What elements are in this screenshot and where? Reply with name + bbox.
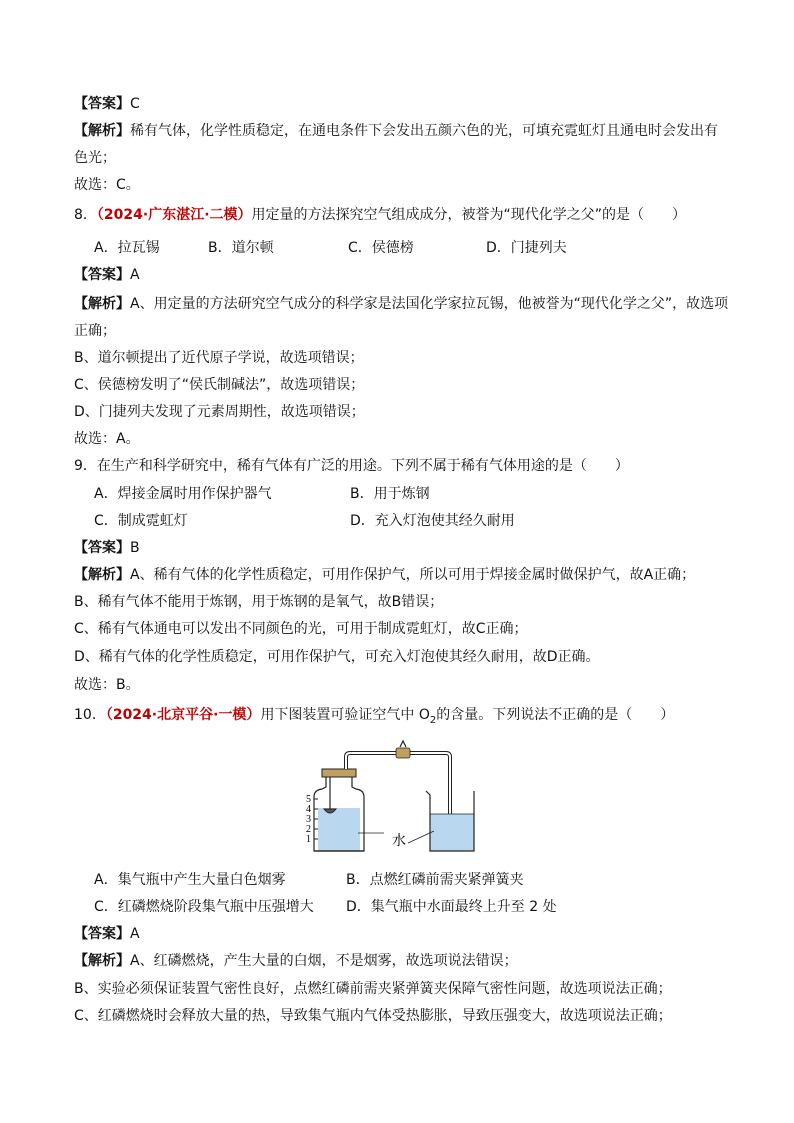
- answer-tag: 【答案】: [74, 96, 130, 112]
- bottle-water: [318, 808, 360, 851]
- q8-source: （2024·广东湛江·二模）: [96, 207, 252, 223]
- q9-analysis-c: C、稀有气体通电可以发出不同颜色的光，可用于制成霓虹灯，故C正确；: [74, 621, 528, 637]
- analysis-tag: 【解析】: [74, 123, 130, 139]
- scale-mark-5: 5: [306, 794, 311, 805]
- q10-source: （2024·北京平谷·一模）: [105, 707, 261, 723]
- q8-stem: [74, 205, 686, 225]
- q10-analysis-b: B、实验必须保证装置气密性良好，点燃红磷前需夹紧弹簧夹保障气密性问题，故选项说法正确；: [74, 981, 672, 997]
- q8-analysis-text1: A、用定量的方法研究空气成分的科学家是法国化学家拉瓦锡，他被誉为“现代化学之父”，故选项: [130, 296, 729, 312]
- q10-analysis-text1: A、红磷燃烧，产生大量的白烟，不是烟雾，故选项说法错误；: [130, 953, 518, 969]
- q10-answer-line: [74, 924, 140, 944]
- q10-stem-sub: 2: [429, 714, 437, 726]
- analysis-tag: 【解析】: [74, 296, 130, 312]
- q9-analysis-d: D、稀有气体的化学性质稳定，可用作保护气，可充入灯泡使其经久耐用，故D正确。: [74, 649, 600, 665]
- scale-mark-3: 3: [306, 814, 311, 825]
- scale-mark-2: 2: [306, 824, 311, 835]
- q10-stem-post: 的含量。下列说法不正确的是（ ）: [436, 707, 675, 723]
- collecting-bottle: [306, 769, 364, 851]
- q9-analysis-b: B、稀有气体不能用于炼钢，用于炼钢的是氧气，故B错误；: [74, 594, 444, 610]
- answer-tag: 【答案】: [74, 267, 130, 283]
- q9-option-d: D．充入灯泡使其经久耐用: [350, 513, 515, 529]
- q9-stem: 9．在生产和科学研究中，稀有气体有广泛的用途。下列不属于稀有气体用途的是（ ）: [74, 458, 629, 474]
- answer-tag: 【答案】: [74, 540, 130, 556]
- q10-answer: A: [130, 926, 140, 942]
- scale-mark-1: 1: [306, 834, 311, 845]
- scale-mark-4: 4: [306, 804, 311, 815]
- q7-analysis-line1: [74, 121, 718, 141]
- q10-analysis-line1: [74, 951, 518, 971]
- q9-choose: 故选：B。: [74, 677, 140, 693]
- q8-option-d: D．门捷列夫: [486, 240, 567, 256]
- q7-analysis-line2: 色光；: [74, 150, 116, 166]
- q9-analysis-line1: [74, 565, 695, 585]
- q8-answer-line: [74, 265, 140, 285]
- rubber-stopper: [322, 769, 356, 777]
- beaker-water: [430, 814, 474, 851]
- q9-analysis-text1: A、稀有气体的化学性质稳定，可用作保护气，所以可用于焊接金属时做保护气，故A正确；: [130, 567, 696, 583]
- q7-answer: C: [130, 96, 140, 112]
- q8-analysis-b: B、道尔顿提出了近代原子学说，故选项错误；: [74, 350, 364, 366]
- q8-analysis-d: D、门捷列夫发现了元素周期性，故选项错误；: [74, 404, 365, 420]
- q8-choose: 故选：A。: [74, 431, 140, 447]
- q9-option-b: B．用于炼钢: [350, 486, 430, 502]
- analysis-tag: 【解析】: [74, 567, 130, 583]
- q8-stem-text: 用定量的方法探究空气组成成分，被誉为“现代化学之父”的是（ ）: [251, 207, 687, 223]
- q10-option-b: B．点燃红磷前需夹紧弹簧夹: [346, 872, 524, 888]
- q8-analysis-line1: [74, 294, 728, 314]
- q8-analysis-c: C、侯德榜发明了“侯氏制碱法”，故选项错误；: [74, 377, 365, 393]
- q8-analysis-line2: 正确；: [74, 323, 116, 339]
- spring-clip: [396, 741, 410, 758]
- q10-stem-pre: 用下图装置可验证空气中 O: [260, 707, 430, 723]
- q8-option-c: C．侯德榜: [348, 240, 414, 256]
- q8-option-a: A．拉瓦锡: [94, 240, 160, 256]
- q9-option-a: A．焊接金属时用作保护器气: [94, 486, 272, 502]
- q10-option-d: D．集气瓶中水面最终上升至 2 处: [346, 899, 557, 915]
- q9-answer: B: [130, 540, 140, 556]
- q10-option-a: A．集气瓶中产生大量白色烟雾: [94, 872, 286, 888]
- q8-answer: A: [130, 267, 140, 283]
- q7-choose: 故选：C。: [74, 177, 140, 193]
- answer-tag: 【答案】: [74, 926, 130, 942]
- q10-number: 10．: [74, 707, 106, 723]
- q10-option-c: C．红磷燃烧阶段集气瓶中压强增大: [94, 899, 314, 915]
- q9-answer-line: [74, 538, 140, 558]
- analysis-tag: 【解析】: [74, 953, 130, 969]
- apparatus-diagram: [300, 733, 500, 863]
- q10-stem: [74, 705, 674, 731]
- q8-number: 8．: [74, 207, 97, 223]
- q7-analysis-text1: 稀有气体，化学性质稳定，在通电条件下会发出五颜六色的光，可填充霓虹灯且通电时会发出有: [130, 123, 718, 139]
- water-label: 水: [392, 833, 406, 849]
- q10-analysis-c: C、红磷燃烧时会释放大量的热，导致集气瓶内气体受热膨胀，导致压强变大，故选项说法正确；: [74, 1008, 672, 1024]
- q8-option-b: B．道尔顿: [208, 240, 274, 256]
- q7-answer-line: [74, 94, 140, 114]
- q9-option-c: C．制成霓虹灯: [94, 513, 188, 529]
